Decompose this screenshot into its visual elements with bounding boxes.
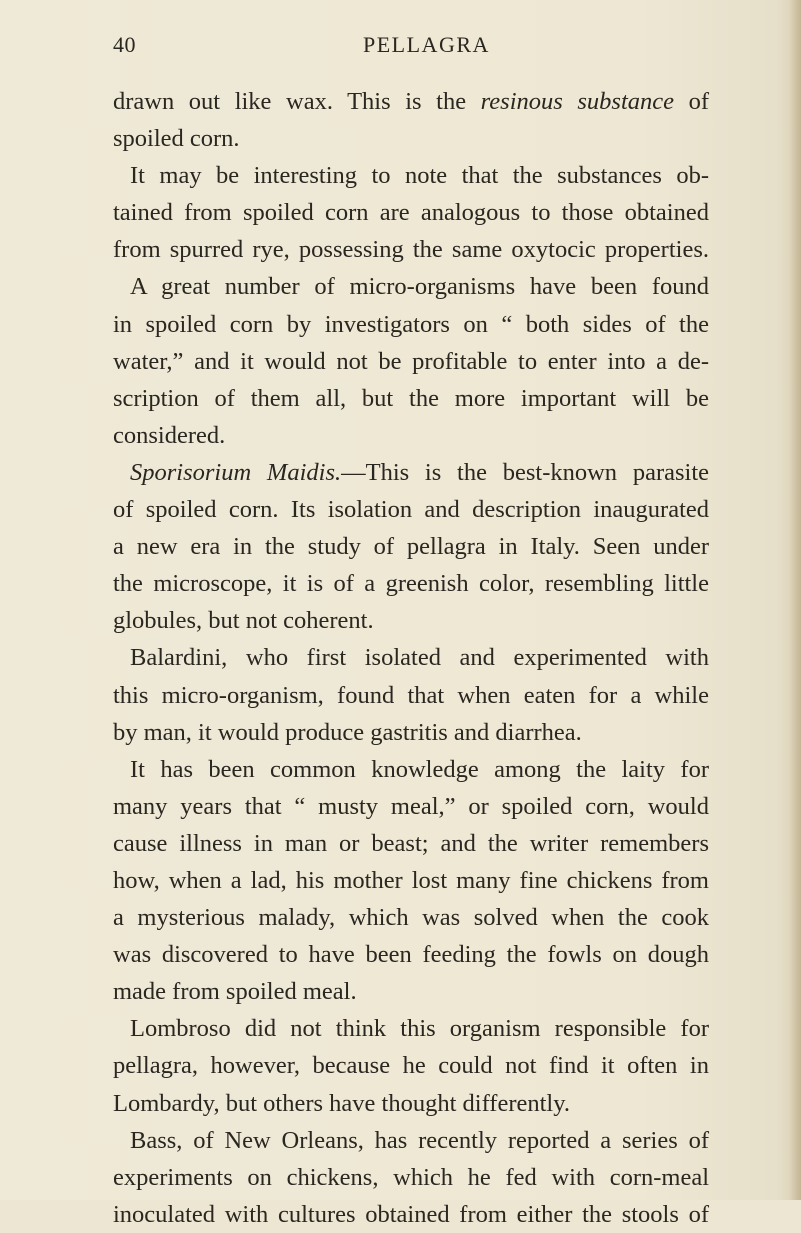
text-segment: of spoiled corn. Its isolation and description inaugurated — [113, 496, 709, 524]
text-segment: spoiled corn. — [113, 125, 240, 153]
text-line — [113, 565, 709, 602]
text-segment: the microscope, it is of a greenish color, resembling little — [113, 570, 709, 598]
text-line — [113, 639, 709, 676]
text-line — [113, 268, 709, 305]
text-line — [113, 788, 709, 825]
text-line — [113, 1085, 709, 1122]
text-segment: drawn out like wax. This is the — [113, 88, 481, 115]
page-number: 40 — [113, 32, 136, 57]
text-segment: Bass, of New Orleans, has recently reported a series of — [130, 1126, 709, 1154]
text-line — [113, 343, 709, 380]
text-segment: was discovered to have been feeding the fowls on dough — [113, 941, 709, 969]
text-line — [113, 602, 709, 639]
text-segment: made from spoiled meal. — [113, 978, 357, 1006]
text-segment: a mysterious malady, which was solved when the cook — [113, 904, 709, 932]
text-segment: A great number of micro-organisms have been found — [130, 273, 709, 301]
text-line — [113, 973, 709, 1010]
text-line — [113, 1196, 709, 1233]
text-segment: It may be interesting to note that the substances ob- — [130, 162, 709, 190]
text-line — [113, 714, 709, 751]
text-line — [113, 899, 709, 936]
text-segment: Lombardy, but others have thought differently. — [113, 1089, 570, 1117]
text-segment: inoculated with cultures obtained from either the stools of — [113, 1200, 709, 1228]
text-segment: considered. — [113, 421, 226, 449]
text-segment: It has been common knowledge among the laity for — [130, 755, 709, 783]
text-segment: cause illness in man or beast; and the writer remembers — [113, 829, 709, 857]
text-line — [113, 231, 709, 268]
text-segment: many years that “ musty meal,” or spoiled corn, would — [113, 792, 709, 820]
page-edge-shadow — [789, 0, 801, 1200]
text-line — [113, 306, 709, 343]
text-segment: globules, but not coherent. — [113, 607, 374, 635]
text-segment: tained from spoiled corn are analogous to those obtained — [113, 199, 709, 227]
text-line — [113, 1047, 709, 1084]
text-segment: —This is the best-known parasite — [341, 458, 709, 486]
text-line — [113, 380, 709, 417]
text-segment: water,” and it would not be profitable to enter into a de- — [113, 347, 709, 375]
text-segment: pellagra, however, because he could not find it often in — [113, 1052, 709, 1080]
text-line — [113, 120, 709, 157]
text-line — [113, 825, 709, 862]
text-line — [113, 83, 709, 120]
text-segment: this micro-organism, found that when eaten for a while — [113, 681, 709, 709]
text-line — [113, 1122, 709, 1159]
text-segment: from spurred rye, possessing the same oxytocic properties. — [113, 236, 709, 264]
text-segment: scription of them all, but the more important will be — [113, 384, 709, 412]
text-segment: how, when a lad, his mother lost many fine chickens from — [113, 866, 709, 894]
running-head — [113, 32, 709, 62]
text-line — [113, 677, 709, 714]
text-line — [113, 194, 709, 231]
text-segment: Lombroso did not think this organism responsible for — [130, 1015, 709, 1043]
text-line — [113, 936, 709, 973]
text-segment: by man, it would produce gastritis and diarrhea. — [113, 718, 582, 746]
text-line — [113, 454, 709, 491]
text-segment: in spoiled corn by investigators on “ both sides of the — [113, 310, 709, 338]
text-line — [113, 528, 709, 565]
italic-text: Sporisorium Maidis. — [130, 458, 342, 486]
text-line — [113, 751, 709, 788]
text-line — [113, 1010, 709, 1047]
running-title: PELLAGRA — [363, 32, 490, 57]
text-line — [113, 157, 709, 194]
text-line — [113, 1159, 709, 1196]
text-segment: Balardini, who first isolated and experimented with — [130, 644, 709, 672]
text-segment: of — [674, 88, 710, 115]
text-line — [113, 862, 709, 899]
text-line — [113, 417, 709, 454]
italic-text: resinous substance — [480, 88, 675, 115]
text-line — [113, 491, 709, 528]
body-text — [113, 83, 709, 1233]
text-segment: experiments on chickens, which he fed with corn-meal — [113, 1163, 709, 1191]
text-segment: a new era in the study of pellagra in Italy. Seen under — [113, 533, 709, 561]
